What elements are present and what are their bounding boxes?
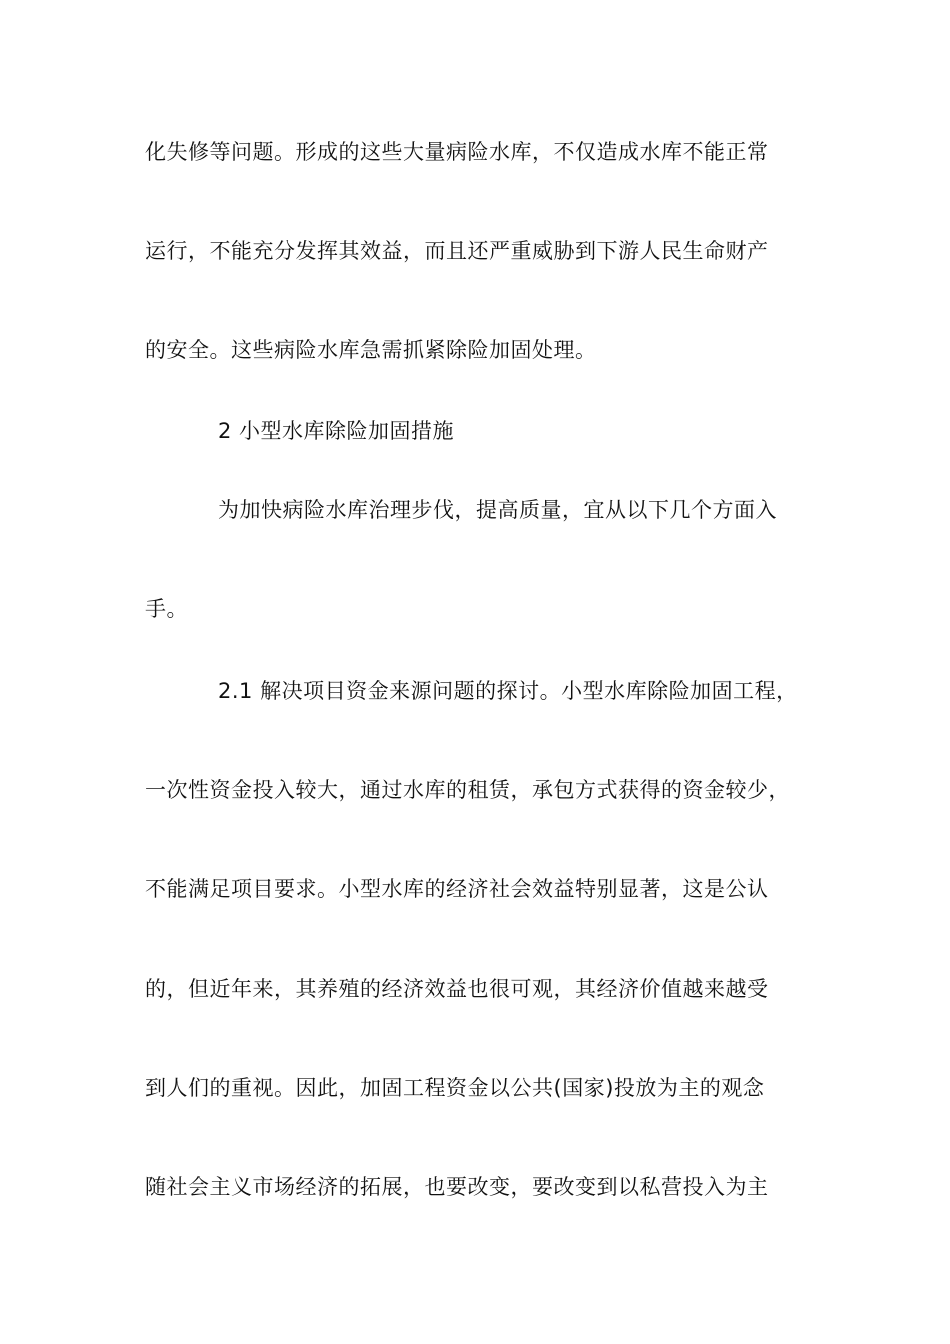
body-text-line: 运行，不能充分发挥其效益，而且还严重威胁到下游人民生命财产 [145,239,769,263]
body-text-line: 的安全。这些病险水库急需抓紧除险加固处理。 [145,338,597,362]
body-text-line: 不能满足项目要求。小型水库的经济社会效益特别显著，这是公认 [145,877,769,901]
body-text-line: 到人们的重视。因此，加固工程资金以公共(国家)投放为主的观念 [145,1076,765,1100]
body-text-line: 手。 [145,597,188,621]
body-text-line: 随社会主义市场经济的拓展，也要改变，要改变到以私营投入为主 [145,1175,769,1199]
body-text-line: 一次性资金投入较大，通过水库的租赁，承包方式获得的资金较少， [145,778,790,802]
subsection-text-line: 2.1 解决项目资金来源问题的探讨。小型水库除险加固工程， [218,679,798,703]
body-text-line: 化失修等问题。形成的这些大量病险水库，不仅造成水库不能正常 [145,140,769,164]
body-text-line: 为加快病险水库治理步伐，提高质量，宜从以下几个方面入 [218,498,777,522]
body-text-line: 的，但近年来，其养殖的经济效益也很可观，其经济价值越来越受 [145,977,769,1001]
section-heading: 2 小型水库除险加固措施 [218,419,455,443]
